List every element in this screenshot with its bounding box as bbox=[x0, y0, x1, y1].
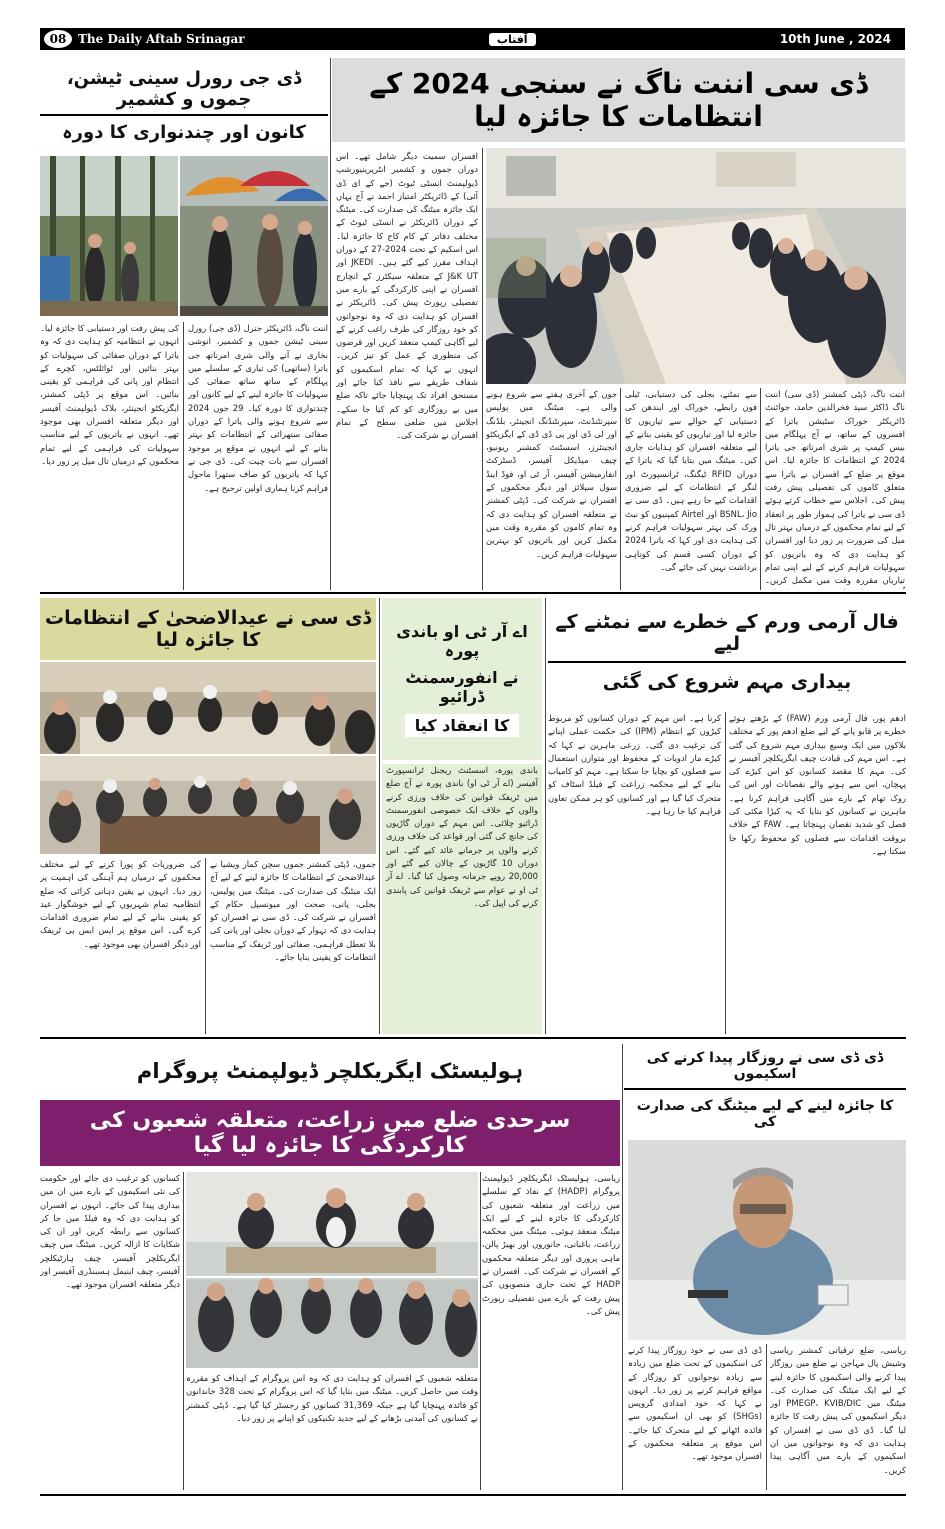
story7-column-right bbox=[770, 1344, 906, 1490]
story4-text-left: کی ضروریات کو پورا کرنے کے لیے مختلف محکموں کے درمیان ہم آہنگی کی اہمیت پر زور دیا۔ انہوں نے یقین دہانی کرائی کہ ضلع انتظامیہ تمام شہریوں کے لیے خوشگوار عید کو یقینی بنانے کے لیے تمام ضروری اقدامات کرے گی۔ اس موقع پر ایس ایس پی ٹریفک اور دیگر افسران بھی موجود تھے۔ bbox=[40, 859, 201, 949]
story3-headline-line2: کانون اور چندنواری کا دورہ bbox=[62, 121, 306, 143]
story6-column-left bbox=[548, 712, 721, 1034]
story5-headline-box bbox=[382, 598, 542, 760]
story7-text-left: ڈی ڈی سی نے خود روزگار پیدا کرنے کی اسکیموں کے تحت ضلع میں زیادہ سے زیادہ نوجوانوں کو روزگار کے مواقع فراہم کرنے پر زور دیا۔ انہوں نے کہا کہ خود امدادی گروپس (SHGs) کو بھی ان اسکیموں سے فائدہ اٹھانے کے لیے متحرک کیا جائے۔ اس موقع پر متعلقہ محکموں کے افسران موجود تھے۔ bbox=[628, 1345, 762, 1462]
paper-name: The Daily Aftab Srinagar bbox=[78, 32, 245, 46]
masthead bbox=[40, 28, 905, 50]
story3-column-left bbox=[40, 322, 179, 590]
story1-text-middle: سے نمٹنے، بجلی کی دستیابی، ٹیلی فون رابطے، خوراک اور ایندھن کی دستیابی کے حوالے سے تیاریوں کا جائزہ لیا اور تیاریوں کو یقینی بنانے کے لیے متعلقہ افسران کو ہدایات جاری کیں۔ میٹنگ میں بتایا گیا کہ یاترا کے دوران RFID ٹیگنگ، ٹرانسپورٹ اور لنگر کے انتظامات کے لیے ضروری اقدامات کیے جا رہے ہیں۔ ڈی سی نے BSNL، Jio اور Airtel کمپنیوں کو نیٹ ورک کی بہتر سہولیات فراہم کرنے کی ہدایت دی اور کہا کہ یاترا 2024 کے دوران کسی قسم کی کوتاہی برداشت نہیں کی جائے گی۔ bbox=[625, 389, 757, 572]
story3-column-right bbox=[188, 322, 328, 590]
story7-headline-line2: کا جائزہ لینے کے لیے میٹنگ کی صدارت کی bbox=[636, 1098, 894, 1130]
issue-date: 10th June , 2024 bbox=[779, 32, 891, 46]
story6-text-left: کرنا ہے۔ اس مہم کے دوران کسانوں کو مربوط کیڑوں کے انتظام (IPM) کی حکمت عملی اپنانے کی ترغیب دی گئی۔ زرعی ماہرین نے کہا کہ کیڑے مار ادویات کے محفوظ اور متوازن استعمال سے فصلوں کو بچایا جا سکتا ہے۔ مہم کو کامیاب بنانے کے لیے محکمہ زراعت کے فیلڈ اسٹاف کو متحرک کیا گیا ہے اور کسانوں کو ہر ممکن تعاون فراہم کیا جا رہا ہے۔ bbox=[548, 713, 721, 817]
story7-headline-box bbox=[624, 1044, 906, 1136]
story6-headline-line2: بیداری مہم شروع کی گئی bbox=[602, 671, 852, 693]
story8-column-left bbox=[40, 1172, 180, 1490]
story8-headline-box bbox=[40, 1100, 620, 1166]
story1-column-right bbox=[765, 388, 905, 590]
story1-column-left bbox=[486, 388, 617, 590]
story5-headline-line3: کا انعقاد کیا bbox=[405, 714, 520, 737]
masthead-left bbox=[44, 30, 245, 48]
story1-text-left: جون کے آخری ہفتے سے شروع ہونے والی ہے۔ میٹنگ میں پولیس سپرنٹنڈنٹ، سپرنٹنڈنگ انجینئر، بلڈنگ اور لی ڈی اور پی ڈی ڈی کے ایگزیکٹو انجینئرز، اسسٹنٹ کمشنر ریونیو، چیف میڈیکل آفیسر، ڈسٹرکٹ انفارمیشن آفیسر، آر ٹی او، فوڈ اینڈ سول سپلائز اور دیگر محکموں کے افسران نے شرکت کی۔ ڈپٹی کمشنر نے متعلقہ افسران کو ہدایت دی کہ وہ تمام کاموں کو مقررہ وقت میں مکمل کریں اور یاتریوں کو بہترین سہولیات فراہم کریں۔ bbox=[486, 389, 617, 559]
story1-headline-box bbox=[332, 58, 905, 142]
story4-photo-meeting bbox=[40, 756, 376, 854]
story4-headline: ڈی سی نے عیدالاضحیٰ کے انتظامات کا جائزہ لیا bbox=[45, 607, 371, 651]
story2-column bbox=[336, 150, 478, 590]
story8-kicker: ہولیسٹک ایگریکلچر ڈیولپمنٹ پروگرام bbox=[136, 1059, 524, 1083]
story1-headline: ڈی سی اننت ناگ نے سنجی 2024 کے انتظامات کا جائزہ لیا bbox=[369, 67, 868, 133]
story1-meeting-photo bbox=[486, 148, 906, 384]
story7-column-left bbox=[628, 1344, 762, 1490]
story6-text-right: ادھم پور، فال آرمی ورم (FAW) کے بڑھتے ہوئے خطرے پر قابو پانے کے لیے ضلع ادھم پور کے مختلف بلاکوں میں ایک وسیع بیداری مہم شروع کی گئی ہے۔ اس مہم کی قیادت چیف ایگریکلچر آفیسر نے کی۔ مہم کا مقصد کسانوں کو اس کیڑے کی پہچان، اس سے ہونے والے نقصانات اور اس کی روک تھام کے بارے میں آگاہی فراہم کرنا ہے۔ ماہرین نے کسانوں کو بتایا کہ یہ کیڑا مکئی کی فصل کو شدید نقصان پہنچاتا ہے۔ FAW کے خلاف بروقت اقدامات سے فصلوں کو محفوظ رکھا جا سکتا ہے۔ bbox=[729, 713, 906, 856]
story3-text-left: کی پیش رفت اور دستیابی کا جائزہ لیا۔ انہوں نے انتظامیہ کو ہدایت دی کہ وہ یاترا کے دوران صفائی کی سہولیات کو بہتر بنائیں اور ٹوائلٹس، کچرے کے انتظام اور پانی کی فراہمی کو یقینی بنائیں۔ اس موقع پر ڈپٹی کمشنر، ایگزیکٹو انجینئر، بلاک ڈیولپمنٹ آفیسر اور دیگر متعلقہ افسران بھی موجود تھے۔ انہوں نے یاتریوں کے لیے مناسب سہولیات کی فراہمی کے لیے تمام محکموں کے درمیان تال میل پر زور دیا۔ bbox=[40, 323, 179, 466]
story8-column-middle bbox=[186, 1372, 478, 1490]
page-number: 08 bbox=[44, 30, 72, 48]
story3-photo-umbrellas bbox=[180, 156, 328, 316]
story1-column-middle bbox=[625, 388, 757, 590]
story8-column-right bbox=[482, 1172, 620, 1490]
story7-photo-speaker bbox=[628, 1140, 906, 1340]
story4-photo-officials bbox=[40, 662, 376, 754]
story8-text-left: کسانوں کو ترغیب دی جائے اور حکومت کی نئی اسکیموں کے بارے میں ان میں بیداری پیدا کی جائے۔ انہوں نے افسران کو ہدایت دی کہ وہ فیلڈ میں جا کر کسانوں سے رابطہ کریں اور ان کی شکایات کا ازالہ کریں۔ میٹنگ میں چیف ایگریکلچر آفیسر، چیف ہارٹیکلچر آفیسر، چیف اینیمل ہسبنڈری آفیسر اور دیگر متعلقہ افسران موجود تھے۔ bbox=[40, 1173, 180, 1290]
story3-headline-box bbox=[40, 58, 328, 152]
story7-text-right: ریاسی، ضلع ترقیاتی کمشنر ریاسی وشیش پال مہاجن نے ضلع میں روزگار پیدا کرنے والی اسکیموں کا جائزہ لینے کے لیے ایک میٹنگ کی صدارت کی۔ میٹنگ میں PMEGP، KVIB/DIC اور دیگر اسکیموں کی پیش رفت کا جائزہ لیا گیا۔ ڈی ڈی سی نے افسران کو ہدایت دی کہ وہ نوجوانوں میں ان اسکیموں کے بارے میں آگاہی پیدا کریں۔ bbox=[770, 1345, 906, 1475]
newspaper-logo: آفتاب bbox=[489, 33, 536, 46]
story4-text-right: جموں، ڈپٹی کمشنر جموں سچن کمار ویشیا نے عیدالاضحیٰ کے انتظامات کا جائزہ لینے کے لیے آج ایک میٹنگ کی صدارت کی۔ میٹنگ میں پولیس، بجلی، پانی، صحت اور میونسپل حکام کے افسران نے شرکت کی۔ ڈی سی نے افسران کو ہدایت دی کہ تہوار کے دوران بجلی اور پانی کی بلا تعطل فراہمی، صفائی اور ٹریفک کے مناسب انتظامات کو یقینی بنایا جائے۔ bbox=[210, 859, 376, 963]
story6-column-right bbox=[729, 712, 906, 1034]
story5-headline-line1: اے آر ٹی او باندی پورہ bbox=[396, 621, 528, 660]
story8-headline: سرحدی ضلع میں زراعت، متعلقہ شعبوں کی کارکردگی کا جائزہ لیا گیا bbox=[89, 1108, 571, 1158]
story5-column bbox=[382, 764, 542, 1034]
story5-text: باندی پورہ، اسسٹنٹ ریجنل ٹرانسپورٹ آفیسر (اے آر ٹی او) باندی پورہ نے آج ضلع میں ٹریفک قوانین کی خلاف ورزی کرنے والوں کے خلاف ایک خصوصی انفورسمنٹ ڈرائیو چلائی۔ اس مہم کے دوران گاڑیوں کی جانچ کی گئی اور قواعد کی خلاف ورزی کرنے والوں پر جرمانے عائد کیے گئے۔ اس دوران 10 گاڑیوں کے چالان کیے گئے اور 20,000 روپے جرمانہ وصول کیا گیا۔ اے آر ٹی او نے عوام سے ٹریفک قوانین کی پابندی کرنے کی اپیل کی۔ bbox=[386, 765, 538, 908]
story5-headline-line2: نے انفورسمنٹ ڈرائیو bbox=[405, 667, 519, 706]
story8-text-right: ریاسی، ہولیسٹک ایگریکلچر ڈیولپمنٹ پروگرام (HADP) کے نفاذ کے سلسلے میں زراعت اور متعلقہ شعبوں کی کارکردگی کا جائزہ لینے کے لیے ایک میٹنگ منعقد ہوئی۔ میٹنگ میں محکمہ زراعت، باغبانی، جانوروں اور بھیڑ پالن، ماہی پروری اور دیگر متعلقہ محکموں کے افسران نے شرکت کی۔ افسران نے HADP کے تحت جاری منصوبوں کی پیش رفت کے بارے میں تفصیلی رپورٹ پیش کی۔ bbox=[482, 1173, 620, 1316]
story8-kicker-box bbox=[40, 1046, 620, 1096]
story3-photo-forest bbox=[40, 156, 178, 316]
story2-text: افسران سمیت دیگر شامل تھے۔ اس دوران جموں و کشمیر انٹرپرینیورشپ ڈیولپمنٹ انسٹی ٹیوٹ (جے کے ای ڈی آئی) کے ڈائریکٹر امتیاز احمد نے آج یہاں ایک جائزہ میٹنگ کی صدارت کی۔ میٹنگ کے دوران ڈائریکٹر نے انسٹی ٹیوٹ کے مختلف دفاتر کے کام کاج کا جائزہ لیا۔ اس اسکیم کے تحت 2024-27 کے دوران اہداف مقرر کیے گئے ہیں۔ JKEDI اور J&K UT کے متعلقہ سیکٹرز کے انچارج افسران نے اپنی کارکردگی کے بارے میں تفصیلی رپورٹ پیش کی۔ ڈائریکٹر نے افسران کو ہدایت دی کہ وہ نوجوانوں کو خود روزگار کی طرف راغب کرنے کے لیے آگاہی کیمپ منعقد کریں اور قرضوں کی منظوری کے عمل کو تیز کریں۔ انہوں نے کہا کہ تمام اسکیموں کو شفاف طریقے سے نافذ کیا جائے اور مستحق افراد تک پہنچایا جائے تاکہ ضلع میں بے روزگاری کو کم کیا جا سکے۔ اجلاس میں ضلعی سطح کے تمام افسران نے شرکت کی۔ bbox=[336, 151, 478, 441]
story3-text-right: اننت ناگ، ڈائریکٹر جنرل (ڈی جی) رورل سینی ٹیشن جموں و کشمیر، انوشی بخاری نے آنے والی شری امرناتھ جی یاترا (ساتھی) کی تیاری کے سلسلے میں پہلگام کے ساتھ ساتھ صفائی کی سہولیات کا جائزہ لینے کے لیے کانون اور چندنواری کا دورہ کیا۔ 29 جون 2024 سے شروع ہونے والی یاترا کے دوران صفائی ستھرائی کے انتظامات کو بہتر بنانے کے لیے انہوں نے موقع پر موجود افسران سے بات چیت کی۔ ڈی جی نے کہا کہ یاتریوں کو صاف ستھرا ماحول فراہم کرنا ہماری اولین ترجیح ہے۔ bbox=[188, 323, 328, 493]
story8-photo-meeting bbox=[186, 1172, 478, 1368]
story4-column-right bbox=[210, 858, 376, 1034]
story6-headline-box bbox=[548, 598, 906, 706]
story7-headline-line1: ڈی ڈی سی نے روزگار پیدا کرنے کی اسکیموں bbox=[624, 1050, 906, 1090]
story8-text-middle: متعلقہ شعبوں کے افسران کو ہدایت دی کہ وہ اس پروگرام کے اہداف کو مقررہ وقت میں حاصل کریں۔ میٹنگ میں بتایا گیا کہ اس پروگرام کے تحت 328 خاندانوں کو فائدہ پہنچایا گیا ہے جبکہ 31,369 کسانوں کو رجسٹر کیا گیا ہے۔ ڈپٹی کمشنر نے کسانوں کی آمدنی بڑھانے کے لیے جدید تکنیکوں کو اپنانے پر زور دیا۔ bbox=[186, 1373, 478, 1423]
story1-text-right: اننت ناگ، ڈپٹی کمشنر (ڈی سی) اننت ناگ ڈاکٹر سید فخرالدین حامد، جوائنٹ ڈائریکٹر خوراک سٹیشن یاترا کے افسروں کے ساتھ، نے آج پہلگام میں بیس کیمپ پر شری امرناتھ جی یاترا 2024 کے انتظامات کا جائزہ لیا۔ اس موقع پر ضلع کے افسران نے یاترا سے متعلق کاموں کی تفصیلی پیش رفت پیش کی۔ اجلاس سے خطاب کرتے ہوئے ڈی سی نے یاترا کی ہموار طور پر انعقاد کے لیے تمام محکموں کے درمیان بہتر تال میل کی ضرورت پر زور دیا اور افسران کو ہدایت دی کہ وہ یاتریوں کو سہولیات فراہم کرنے کے لیے اپنی تمام تیاریاں مقررہ وقت میں مکمل کریں۔ bbox=[765, 389, 905, 586]
story3-headline-line1: ڈی جی رورل سینی ٹیشن، جموں و کشمیر bbox=[40, 68, 328, 116]
story6-headline-line1: فال آرمی ورم کے خطرے سے نمٹنے کے لیے bbox=[548, 611, 906, 663]
story4-column-left bbox=[40, 858, 201, 1034]
story4-headline-box bbox=[40, 598, 376, 660]
